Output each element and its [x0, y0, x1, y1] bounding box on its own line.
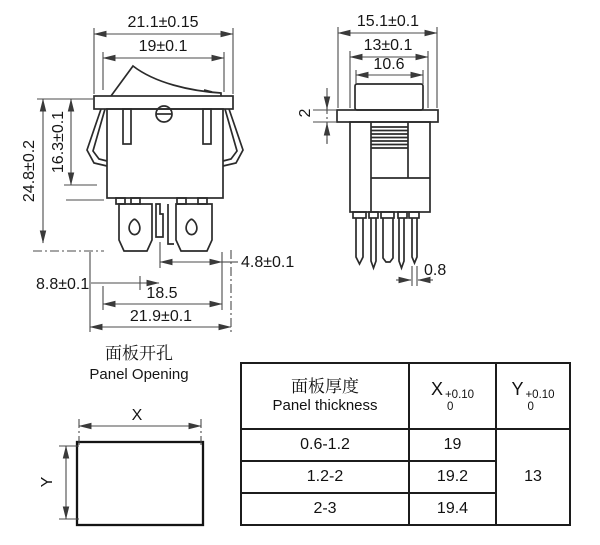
- cell-thickness: 0.6-1.2: [241, 429, 409, 461]
- header-y-tolerance: Y +0.10 0: [496, 363, 570, 429]
- front-view-outline: [87, 66, 243, 251]
- pin-4: [399, 218, 404, 268]
- pin-5: [412, 218, 417, 263]
- panel-opening-diagram: [39, 344, 203, 525]
- pin-3: [383, 218, 393, 262]
- dim-front-mounting-width: 18.5: [146, 285, 178, 302]
- panel-cutout-rect: [77, 442, 203, 525]
- header-panel-thickness: 面板厚度 Panel thickness: [241, 363, 409, 429]
- table-row: [241, 429, 570, 461]
- side-flange: [337, 110, 438, 122]
- dim-front-terminal-offset: 8.8±0.1: [36, 276, 90, 293]
- dim-side-flange-thickness: 2: [297, 108, 314, 118]
- panel-thickness-table: [240, 362, 571, 526]
- dim-front-total-height: 24.8±0.2: [21, 139, 38, 203]
- cell-thickness: 1.2-2: [241, 461, 409, 493]
- header-x-tolerance: X +0.10 0: [409, 363, 496, 429]
- front-rocker: [111, 66, 221, 96]
- dim-side-rocker-width: 10.6: [373, 56, 405, 73]
- dim-side-flange-width: 15.1±0.1: [356, 13, 420, 30]
- table-header-row: [241, 363, 570, 429]
- cell-y-value: 13: [496, 429, 570, 525]
- dim-front-clip-span: 21.9±0.1: [129, 308, 193, 325]
- front-slot-right: [203, 109, 211, 144]
- panel-opening-title-cn: 面板开孔: [105, 344, 173, 363]
- terminal-right-hole: [186, 219, 197, 234]
- panel-opening-title-en: Panel Opening: [89, 366, 189, 383]
- terminal-left: [119, 204, 152, 251]
- front-slot-left: [123, 109, 131, 144]
- cell-x-value: 19.4: [409, 493, 496, 525]
- terminal-left-hole: [129, 219, 140, 234]
- dim-front-flange-width: 21.1±0.15: [127, 14, 199, 31]
- side-view-outline: [337, 84, 438, 268]
- cell-x-value: 19: [409, 429, 496, 461]
- side-body: [350, 122, 430, 212]
- terminal-right: [176, 204, 212, 251]
- dim-side-body-width: 13±0.1: [363, 37, 413, 54]
- dim-front-terminal-width: 4.8±0.1: [241, 254, 295, 271]
- dim-front-rocker-width: 19±0.1: [138, 38, 188, 55]
- dim-side-pin-thickness: 0.8: [424, 262, 447, 279]
- cell-thickness: 2-3: [241, 493, 409, 525]
- panel-x-label: X: [131, 407, 143, 424]
- dim-front-body-height: 16.3±0.1: [50, 110, 67, 174]
- front-flange: [94, 96, 233, 109]
- pin-shoulder: [353, 212, 366, 218]
- pin-2: [371, 218, 376, 268]
- panel-y-label: Y: [39, 476, 56, 488]
- side-rocker: [355, 84, 423, 110]
- cell-x-value: 19.2: [409, 461, 496, 493]
- pin-1: [356, 218, 363, 264]
